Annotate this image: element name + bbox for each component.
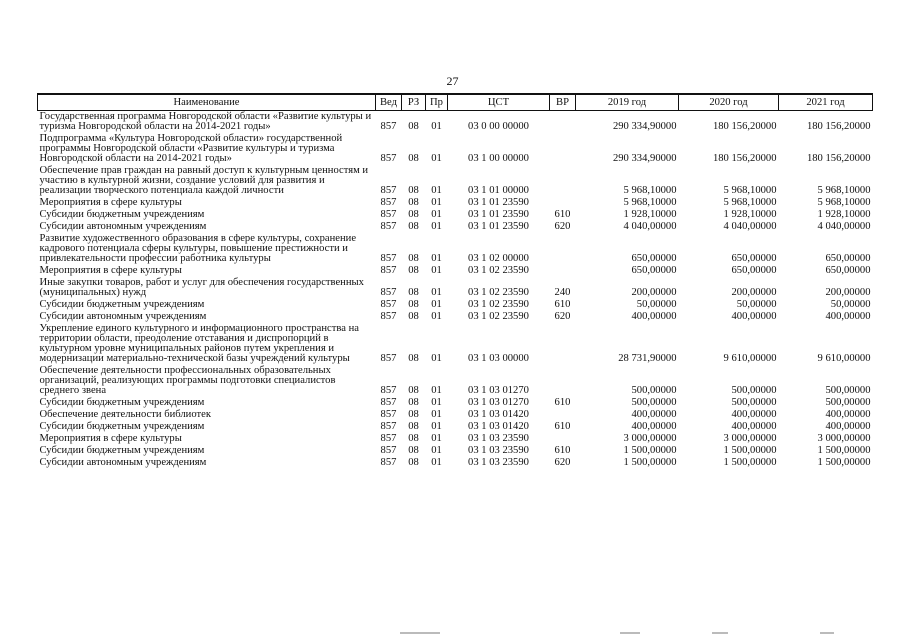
cell-name: Субсидии автономным учреждениям — [39, 311, 207, 322]
cell-cst: 03 1 01 23590 — [468, 197, 529, 208]
cell-rz: 08 — [408, 221, 419, 232]
cell-vr: 620 — [554, 221, 571, 232]
scan-mark — [712, 632, 728, 634]
cell-2020: 650,00000 — [731, 265, 777, 276]
cell-rz: 08 — [408, 121, 419, 132]
cell-ved: 857 — [380, 221, 397, 232]
cell-pr: 01 — [431, 253, 442, 264]
cell-name: Субсидии бюджетным учреждениям — [39, 421, 205, 432]
table-row — [38, 277, 873, 299]
cell-2021: 200,00000 — [825, 287, 871, 298]
cell-ved: 857 — [380, 185, 397, 196]
cell-cst: 03 1 01 23590 — [468, 209, 529, 220]
cell-cst: 03 1 01 23590 — [468, 221, 529, 232]
cell-2021: 1 500,00000 — [817, 445, 871, 456]
cell-ved: 857 — [380, 445, 397, 456]
cell-pr: 01 — [431, 445, 442, 456]
cell-vr: 610 — [554, 299, 571, 310]
cell-ved: 857 — [380, 421, 397, 432]
column-header: Вед — [376, 94, 402, 111]
cell-2021: 180 156,20000 — [806, 153, 871, 164]
table-row — [38, 365, 873, 397]
cell-name: Государственная программа Новгородской области «Развитие культуры и туризма Новгородской области на 2014-2021 годы» — [39, 111, 372, 132]
cell-2019: 200,00000 — [631, 287, 677, 298]
cell-2019: 500,00000 — [631, 397, 677, 408]
budget-table — [37, 93, 873, 469]
cell-pr: 01 — [431, 397, 442, 408]
cell-rz: 08 — [408, 353, 419, 364]
cell-2019: 5 968,10000 — [623, 185, 677, 196]
cell-2019: 1 500,00000 — [623, 445, 677, 456]
table-row — [38, 209, 873, 221]
cell-vr — [550, 233, 576, 265]
cell-pr: 01 — [431, 121, 442, 132]
cell-vr — [550, 197, 576, 209]
cell-rz: 08 — [408, 385, 419, 396]
cell-rz: 08 — [408, 299, 419, 310]
cell-2021: 180 156,20000 — [806, 121, 871, 132]
cell-ved: 857 — [380, 253, 397, 264]
cell-2019: 400,00000 — [631, 311, 677, 322]
cell-2020: 400,00000 — [731, 421, 777, 432]
cell-2020: 5 968,10000 — [723, 185, 777, 196]
cell-name: Мероприятия в сфере культуры — [39, 265, 182, 276]
cell-vr — [550, 323, 576, 365]
cell-2021: 400,00000 — [825, 311, 871, 322]
cell-2021: 1 500,00000 — [817, 457, 871, 468]
table-row — [38, 165, 873, 197]
cell-ved: 857 — [380, 311, 397, 322]
cell-ved: 857 — [380, 433, 397, 444]
cell-2020: 200,00000 — [731, 287, 777, 298]
table-row — [38, 197, 873, 209]
cell-ved: 857 — [380, 409, 397, 420]
cell-cst: 03 1 03 00000 — [468, 353, 529, 364]
cell-2020: 1 928,10000 — [723, 209, 777, 220]
cell-2020: 1 500,00000 — [723, 457, 777, 468]
cell-name: Субсидии бюджетным учреждениям — [39, 209, 205, 220]
cell-vr: 240 — [554, 287, 571, 298]
table-row — [38, 433, 873, 445]
cell-name: Субсидии автономным учреждениям — [39, 221, 207, 232]
cell-2021: 4 040,00000 — [817, 221, 871, 232]
cell-2020: 400,00000 — [731, 311, 777, 322]
scan-mark — [820, 632, 834, 634]
table-row — [38, 133, 873, 165]
cell-name: Подпрограмма «Культура Новгородской области» государственной программы Новгородской области «Развитие культуры и туризма Новгородской области на 2014-2021 годы» — [39, 133, 343, 164]
cell-vr — [550, 265, 576, 277]
cell-vr: 610 — [554, 445, 571, 456]
scan-mark — [620, 632, 640, 634]
table-row — [38, 233, 873, 265]
cell-pr: 01 — [431, 221, 442, 232]
cell-pr: 01 — [431, 457, 442, 468]
cell-2020: 500,00000 — [731, 397, 777, 408]
cell-pr: 01 — [431, 421, 442, 432]
cell-cst: 03 1 02 23590 — [468, 311, 529, 322]
cell-vr: 620 — [554, 457, 571, 468]
cell-2019: 290 334,90000 — [612, 121, 677, 132]
column-header: 2020 год — [679, 94, 779, 111]
cell-cst: 03 1 03 01420 — [468, 421, 529, 432]
cell-2021: 5 968,10000 — [817, 197, 871, 208]
cell-2021: 400,00000 — [825, 409, 871, 420]
cell-rz: 08 — [408, 185, 419, 196]
cell-vr: 610 — [554, 421, 571, 432]
cell-vr — [550, 133, 576, 165]
cell-ved: 857 — [380, 153, 397, 164]
cell-name: Субсидии автономным учреждениям — [39, 457, 207, 468]
cell-2019: 1 500,00000 — [623, 457, 677, 468]
cell-cst: 03 1 01 00000 — [468, 185, 529, 196]
cell-vr: 610 — [554, 397, 571, 408]
table-row — [38, 409, 873, 421]
cell-2020: 180 156,20000 — [712, 121, 777, 132]
cell-2019: 1 928,10000 — [623, 209, 677, 220]
cell-rz: 08 — [408, 253, 419, 264]
cell-pr: 01 — [431, 353, 442, 364]
cell-name: Обеспечение прав граждан на равный доступ к культурным ценностям и участию в культурной жизни, создание условий для развития и реализации творческого потенциала каждой личности — [39, 165, 369, 196]
cell-name: Укрепление единого культурного и информационного пространства на территории области, преодоление отставания и диспропорций в культурном уровне муниципальных районов путем укрепления и модернизации материально-технической базы учреждений культуры — [39, 323, 359, 364]
cell-2019: 650,00000 — [631, 253, 677, 264]
cell-vr — [550, 165, 576, 197]
column-header: Пр — [426, 94, 448, 111]
cell-2019: 400,00000 — [631, 421, 677, 432]
cell-2019: 290 334,90000 — [612, 153, 677, 164]
cell-ved: 857 — [380, 121, 397, 132]
table-body — [38, 111, 873, 470]
cell-cst: 03 1 03 01270 — [468, 397, 529, 408]
cell-2021: 1 928,10000 — [817, 209, 871, 220]
table-row — [38, 111, 873, 134]
scan-mark — [400, 632, 440, 634]
cell-2020: 9 610,00000 — [723, 353, 777, 364]
cell-rz: 08 — [408, 265, 419, 276]
cell-2021: 5 968,10000 — [817, 185, 871, 196]
cell-2020: 500,00000 — [731, 385, 777, 396]
table-header-row — [38, 94, 873, 111]
column-header: Наименование — [38, 94, 376, 111]
cell-2020: 1 500,00000 — [723, 445, 777, 456]
cell-ved: 857 — [380, 197, 397, 208]
cell-cst: 03 1 02 23590 — [468, 299, 529, 310]
cell-rz: 08 — [408, 197, 419, 208]
cell-2021: 3 000,00000 — [817, 433, 871, 444]
table-row — [38, 299, 873, 311]
table-row — [38, 421, 873, 433]
page-number: 27 — [446, 74, 459, 88]
cell-rz: 08 — [408, 421, 419, 432]
cell-ved: 857 — [380, 299, 397, 310]
cell-2019: 3 000,00000 — [623, 433, 677, 444]
cell-rz: 08 — [408, 311, 419, 322]
cell-ved: 857 — [380, 397, 397, 408]
cell-2019: 650,00000 — [631, 265, 677, 276]
cell-ved: 857 — [380, 457, 397, 468]
cell-pr: 01 — [431, 287, 442, 298]
cell-2020: 4 040,00000 — [723, 221, 777, 232]
cell-2019: 4 040,00000 — [623, 221, 677, 232]
cell-cst: 03 0 00 00000 — [468, 121, 529, 132]
cell-vr: 620 — [554, 311, 571, 322]
cell-name: Развитие художественного образования в сфере культуры, сохранение кадрового потенциала сферы культуры, повышение престижности и привлекательности профессии работника культуры — [39, 233, 357, 264]
cell-pr: 01 — [431, 409, 442, 420]
cell-name: Субсидии бюджетным учреждениям — [39, 397, 205, 408]
cell-name: Иные закупки товаров, работ и услуг для обеспечения государственных (муниципальных) нужд — [39, 277, 364, 298]
cell-rz: 08 — [408, 457, 419, 468]
cell-2019: 500,00000 — [631, 385, 677, 396]
cell-cst: 03 1 03 01420 — [468, 409, 529, 420]
cell-2020: 5 968,10000 — [723, 197, 777, 208]
cell-cst: 03 1 03 23590 — [468, 445, 529, 456]
cell-cst: 03 1 00 00000 — [468, 153, 529, 164]
cell-name: Мероприятия в сфере культуры — [39, 433, 182, 444]
cell-2019: 28 731,90000 — [618, 353, 677, 364]
cell-name: Обеспечение деятельности профессиональных образовательных организаций, реализующих программы подготовки специалистов среднего звена — [39, 365, 336, 396]
page-bottom-edge — [0, 632, 905, 640]
cell-cst: 03 1 02 23590 — [468, 265, 529, 276]
cell-pr: 01 — [431, 265, 442, 276]
cell-cst: 03 1 02 00000 — [468, 253, 529, 264]
cell-2020: 50,00000 — [736, 299, 777, 310]
column-header: 2021 год — [779, 94, 873, 111]
cell-2021: 650,00000 — [825, 265, 871, 276]
cell-rz: 08 — [408, 409, 419, 420]
column-header: ВР — [550, 94, 576, 111]
cell-pr: 01 — [431, 311, 442, 322]
cell-2021: 400,00000 — [825, 421, 871, 432]
cell-cst: 03 1 03 01270 — [468, 385, 529, 396]
cell-cst: 03 1 03 23590 — [468, 433, 529, 444]
cell-pr: 01 — [431, 385, 442, 396]
cell-rz: 08 — [408, 153, 419, 164]
cell-2021: 500,00000 — [825, 385, 871, 396]
cell-vr — [550, 111, 576, 134]
cell-vr — [550, 409, 576, 421]
cell-ved: 857 — [380, 209, 397, 220]
cell-2021: 500,00000 — [825, 397, 871, 408]
cell-2019: 400,00000 — [631, 409, 677, 420]
cell-vr — [550, 433, 576, 445]
table-row — [38, 397, 873, 409]
cell-cst: 03 1 02 23590 — [468, 287, 529, 298]
cell-ved: 857 — [380, 353, 397, 364]
cell-2021: 650,00000 — [825, 253, 871, 264]
cell-pr: 01 — [431, 153, 442, 164]
table-row — [38, 311, 873, 323]
cell-2020: 3 000,00000 — [723, 433, 777, 444]
cell-name: Обеспечение деятельности библиотек — [39, 409, 211, 420]
cell-pr: 01 — [431, 185, 442, 196]
cell-name: Мероприятия в сфере культуры — [39, 197, 182, 208]
cell-rz: 08 — [408, 287, 419, 298]
cell-vr: 610 — [554, 209, 571, 220]
table-row — [38, 457, 873, 469]
cell-vr — [550, 365, 576, 397]
cell-2021: 9 610,00000 — [817, 353, 871, 364]
table-row — [38, 221, 873, 233]
cell-cst: 03 1 03 23590 — [468, 457, 529, 468]
table-row — [38, 323, 873, 365]
table-row — [38, 445, 873, 457]
column-header: РЗ — [402, 94, 426, 111]
column-header: 2019 год — [576, 94, 679, 111]
cell-pr: 01 — [431, 433, 442, 444]
table-row — [38, 265, 873, 277]
cell-2019: 50,00000 — [636, 299, 677, 310]
cell-pr: 01 — [431, 299, 442, 310]
cell-ved: 857 — [380, 385, 397, 396]
cell-name: Субсидии бюджетным учреждениям — [39, 299, 205, 310]
cell-ved: 857 — [380, 265, 397, 276]
cell-rz: 08 — [408, 397, 419, 408]
cell-2020: 180 156,20000 — [712, 153, 777, 164]
cell-rz: 08 — [408, 445, 419, 456]
cell-2020: 650,00000 — [731, 253, 777, 264]
cell-name: Субсидии бюджетным учреждениям — [39, 445, 205, 456]
cell-2019: 5 968,10000 — [623, 197, 677, 208]
cell-2020: 400,00000 — [731, 409, 777, 420]
column-header: ЦСТ — [448, 94, 550, 111]
cell-pr: 01 — [431, 197, 442, 208]
cell-rz: 08 — [408, 433, 419, 444]
cell-ved: 857 — [380, 287, 397, 298]
cell-2021: 50,00000 — [830, 299, 871, 310]
cell-rz: 08 — [408, 209, 419, 220]
cell-pr: 01 — [431, 209, 442, 220]
